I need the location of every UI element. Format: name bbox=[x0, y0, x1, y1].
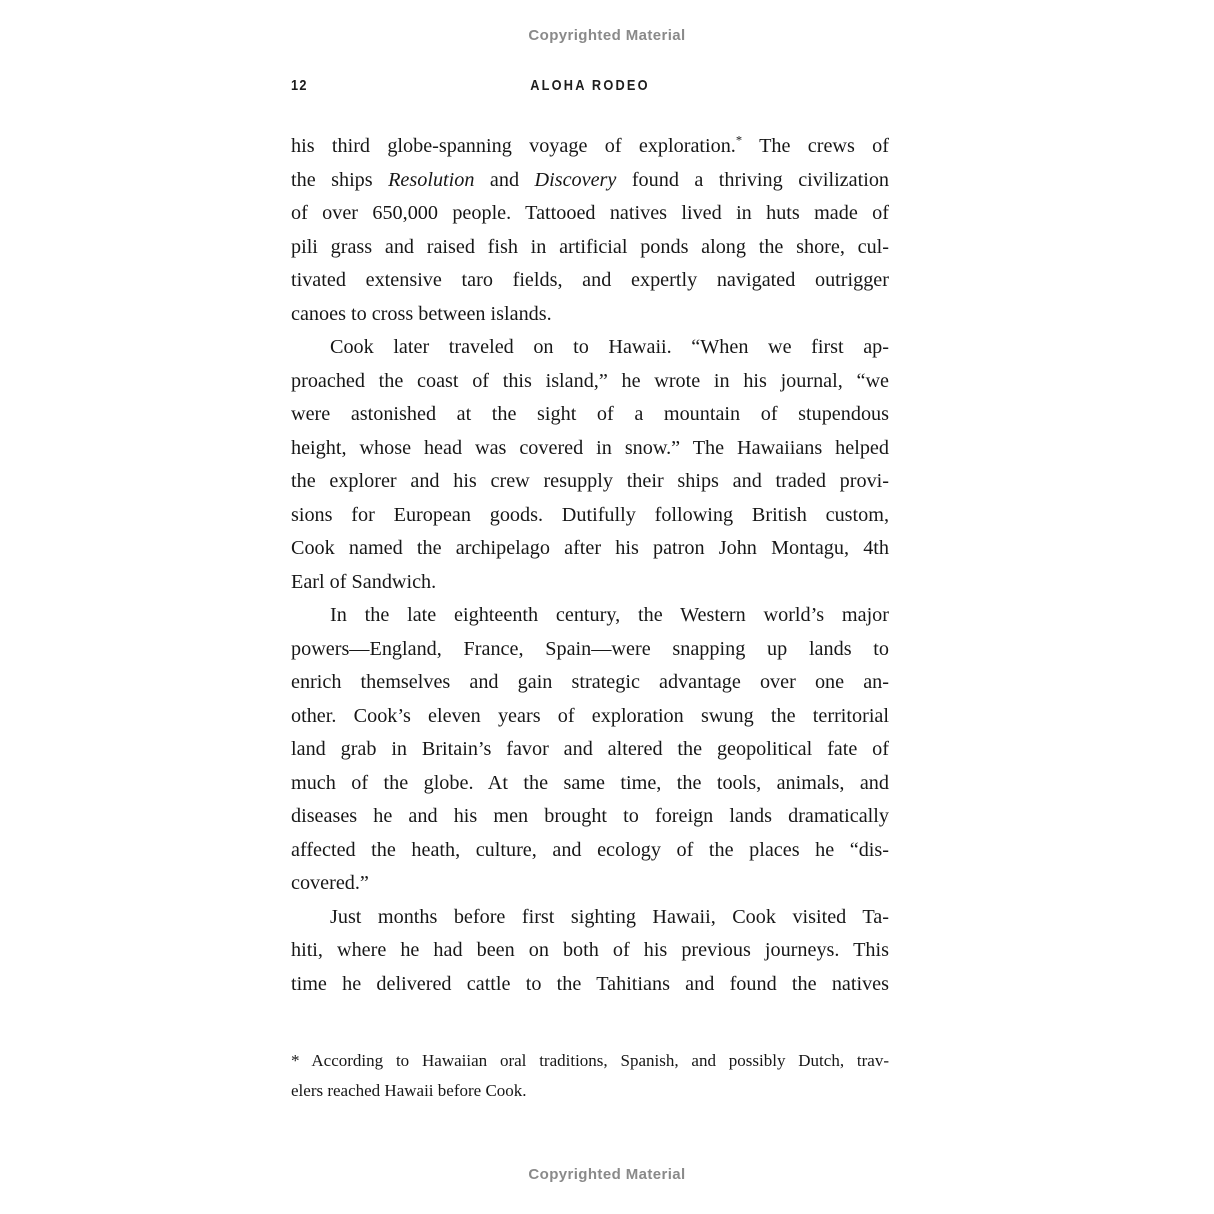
text-line bbox=[291, 532, 889, 566]
text-line bbox=[291, 700, 889, 734]
text-segment: found a thriving civilization bbox=[616, 168, 890, 191]
text-line bbox=[291, 465, 889, 499]
text-line bbox=[291, 867, 889, 901]
text-line bbox=[291, 331, 889, 365]
text-segment: and bbox=[474, 168, 535, 191]
footnote bbox=[291, 1046, 889, 1106]
text-line bbox=[291, 164, 889, 198]
text-segment: the explorer and his crew resupply their ships and traded provi- bbox=[291, 470, 889, 492]
text-segment: of over 650,000 people. Tattooed natives lived in huts made of bbox=[291, 202, 889, 224]
footnote-line bbox=[291, 1076, 889, 1106]
text-line bbox=[291, 264, 889, 298]
text-line bbox=[291, 398, 889, 432]
text-segment: pili grass and raised fish in artificial ponds along the shore, cul- bbox=[291, 235, 889, 258]
text-segment: his third globe-spanning voyage of exploration. bbox=[291, 135, 736, 157]
text-segment: the ships bbox=[291, 168, 389, 191]
text-segment: tivated extensive taro fields, and expertly navigated outrigger bbox=[291, 269, 889, 291]
text-line bbox=[291, 197, 889, 231]
text-line bbox=[291, 901, 889, 935]
text-segment: height, whose head was covered in snow.” The Hawaiians helped bbox=[291, 436, 889, 459]
text-line bbox=[291, 365, 889, 399]
text-line bbox=[291, 934, 889, 968]
text-line bbox=[291, 432, 889, 466]
text-segment: other. Cook’s eleven years of exploration swung the territorial bbox=[291, 704, 889, 727]
text-segment: The crews of bbox=[742, 135, 890, 157]
text-segment: were astonished at the sight of a mountain of stupendous bbox=[291, 403, 889, 425]
text-segment: diseases he and his men brought to foreign lands dramatically bbox=[291, 805, 889, 827]
text-segment: time he delivered cattle to the Tahitians and found the natives bbox=[291, 972, 889, 995]
italic-text: Resolution bbox=[388, 168, 475, 191]
text-segment: powers—England, France, Spain—were snapping up lands to bbox=[291, 637, 889, 660]
text-segment: much of the globe. At the same time, the tools, animals, and bbox=[291, 771, 889, 794]
text-line bbox=[291, 800, 889, 834]
text-segment: canoes to cross between islands. bbox=[291, 302, 552, 325]
footnote-marker: * bbox=[735, 133, 743, 148]
text-segment: Cook named the archipelago after his patron John Montagu, 4th bbox=[291, 537, 889, 559]
text-line bbox=[291, 834, 889, 868]
text-segment: hiti, where he had been on both of his previous journeys. This bbox=[291, 939, 889, 961]
text-segment: Cook later traveled on to Hawaii. “When we first ap- bbox=[330, 336, 889, 358]
text-segment: proached the coast of this island,” he wrote in his journal, “we bbox=[291, 369, 889, 392]
text-line bbox=[291, 633, 889, 667]
running-head: ALOHA RODEO bbox=[530, 77, 650, 94]
body-text bbox=[291, 130, 889, 1001]
text-segment: affected the heath, culture, and ecology of the places he “dis- bbox=[291, 838, 889, 861]
page-number: 12 bbox=[291, 77, 308, 94]
text-line bbox=[291, 733, 889, 767]
text-segment: enrich themselves and gain strategic advantage over one an- bbox=[291, 671, 889, 693]
footnote-line bbox=[291, 1046, 889, 1076]
text-line bbox=[291, 767, 889, 801]
text-line bbox=[291, 231, 889, 265]
text-segment: sions for European goods. Dutifully following British custom, bbox=[291, 503, 889, 526]
copyright-notice-bottom: Copyrighted Material bbox=[528, 1166, 686, 1183]
copyright-notice-top: Copyrighted Material bbox=[528, 27, 686, 44]
page-header bbox=[291, 76, 889, 96]
text-line bbox=[291, 130, 889, 164]
text-segment: * According to Hawaiian oral traditions, Spanish, and possibly Dutch, trav- bbox=[291, 1051, 889, 1070]
text-segment: covered.” bbox=[291, 872, 369, 894]
italic-text: Discovery bbox=[534, 168, 617, 191]
text-segment: Just months before first sighting Hawaii, Cook visited Ta- bbox=[330, 905, 889, 928]
text-segment: elers reached Hawaii before Cook. bbox=[291, 1081, 527, 1100]
text-line bbox=[291, 666, 889, 700]
text-segment: In the late eighteenth century, the Western world’s major bbox=[330, 604, 889, 626]
text-segment: land grab in Britain’s favor and altered the geopolitical fate of bbox=[291, 738, 889, 760]
text-line bbox=[291, 599, 889, 633]
text-line bbox=[291, 499, 889, 533]
text-line bbox=[291, 566, 889, 600]
text-line bbox=[291, 298, 889, 332]
text-line bbox=[291, 968, 889, 1002]
text-segment: Earl of Sandwich. bbox=[291, 570, 437, 593]
